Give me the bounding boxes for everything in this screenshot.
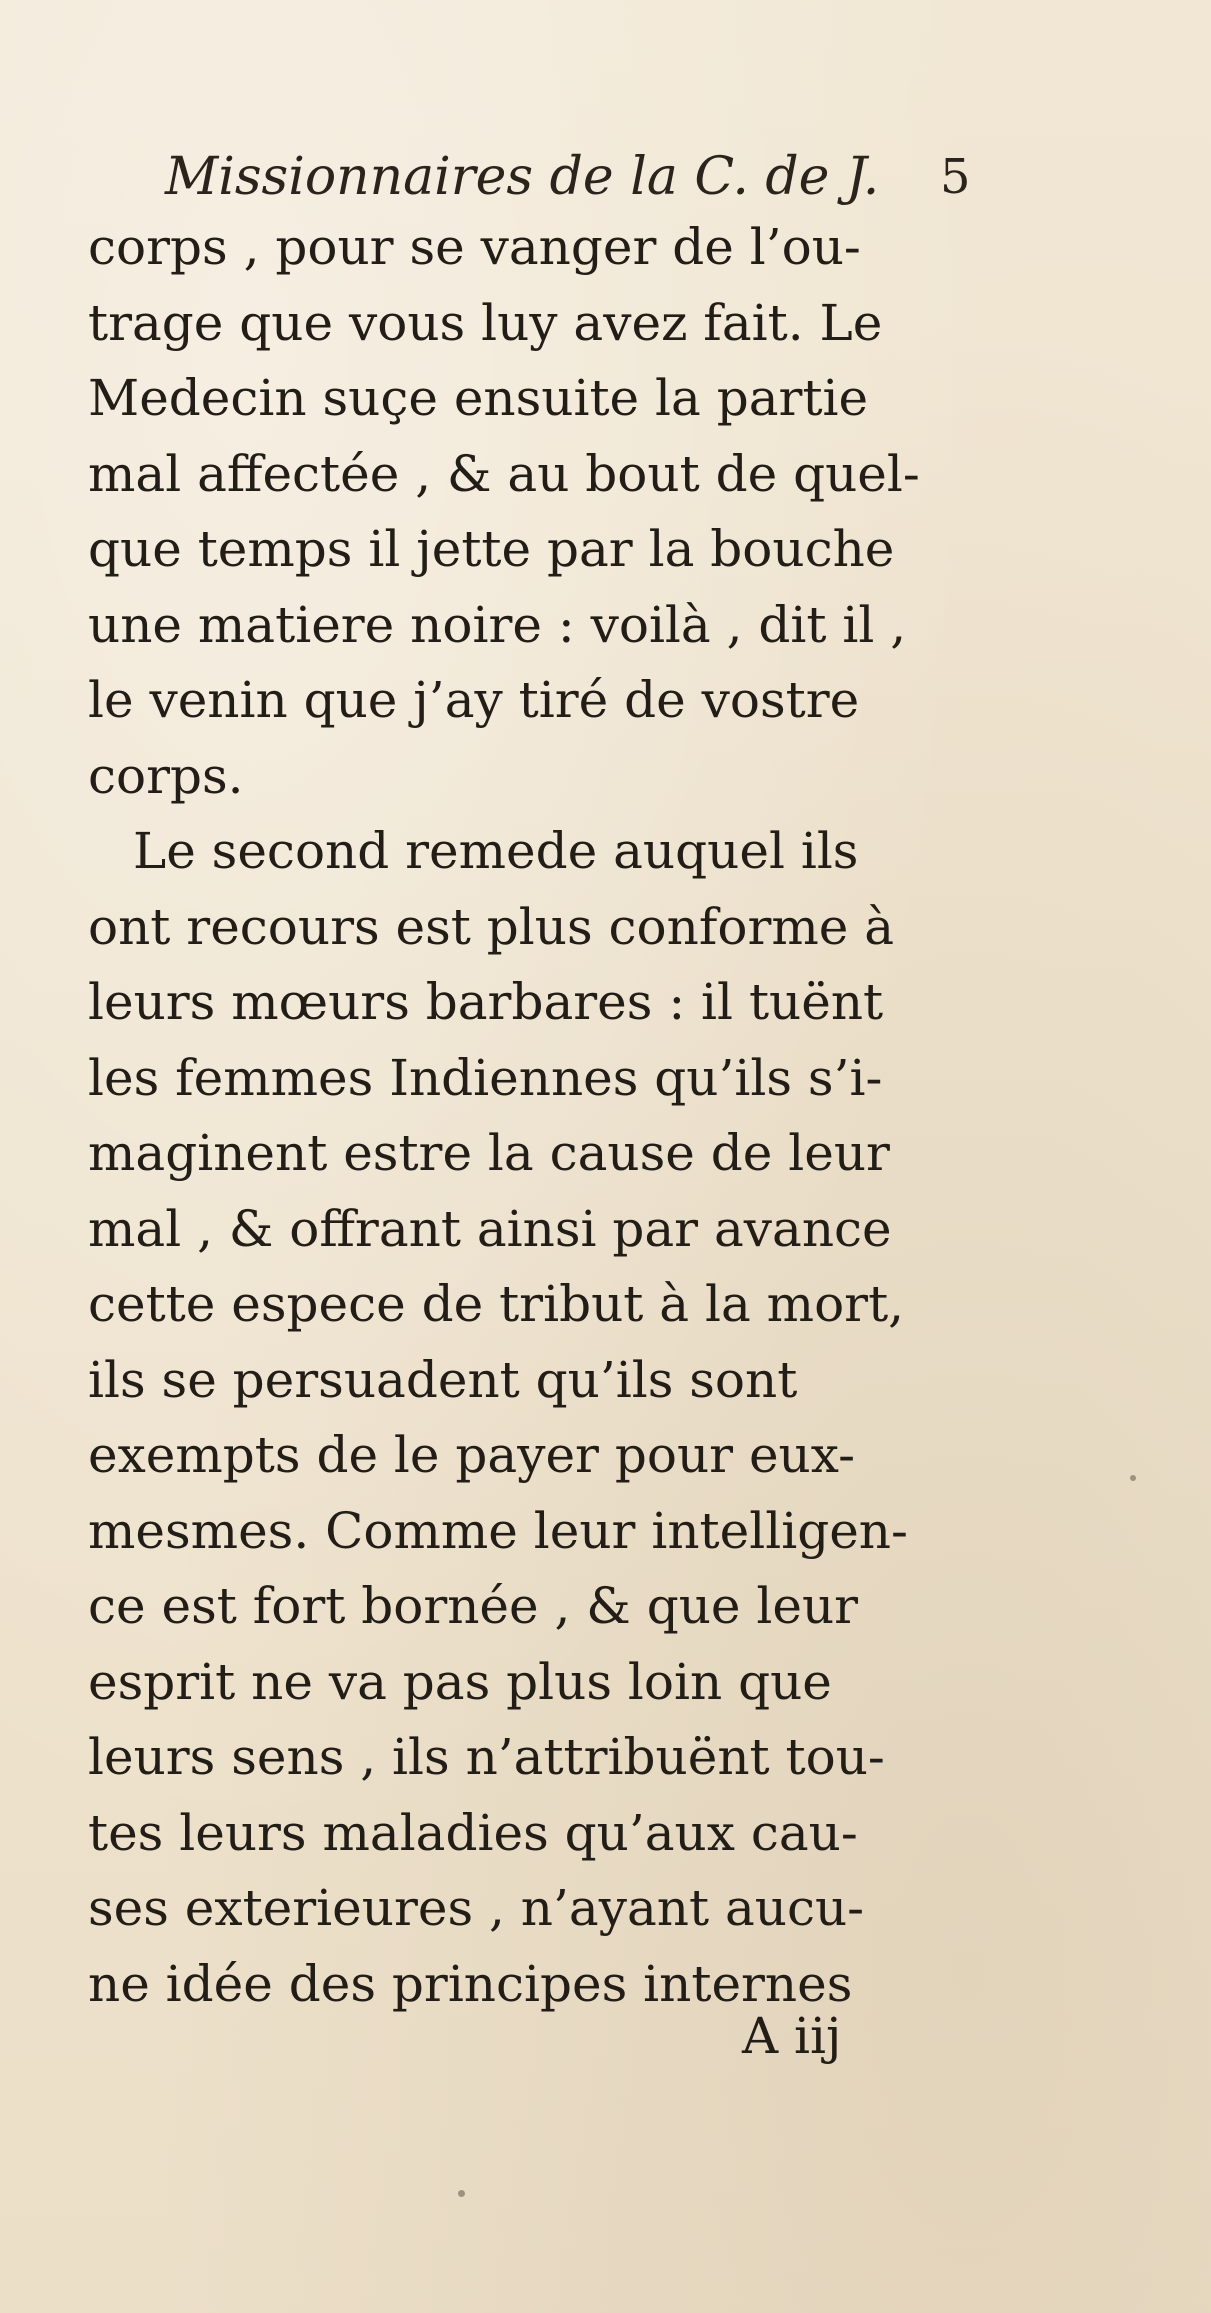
paper-speck [458, 2190, 465, 2197]
text-line: maginent estre la cause de leur [88, 1124, 890, 1182]
text-line: mal affectée , & au bout de quel- [88, 444, 920, 503]
paper-speck [1130, 1475, 1136, 1481]
text-line: ont recours est plus conforme à [88, 897, 895, 956]
text-line: corps , pour se vanger de l’ou- [88, 218, 861, 276]
page-number: 5 [940, 149, 971, 205]
text-line: les femmes Indiennes qu’ils s’i- [88, 1048, 883, 1107]
signature-mark: A iij [742, 2007, 842, 2065]
text-line: corps. [88, 746, 244, 805]
text-line: mesmes. Comme leur intelligen- [88, 1501, 908, 1560]
paragraph-start-line: Le second remede auquel ils [133, 822, 859, 880]
text-line: tes leurs maladies qu’aux cau- [88, 1803, 858, 1862]
text-line: cette espece de tribut à la mort, [88, 1275, 905, 1333]
text-line: une matiere noire : voilà , dit il , [88, 595, 907, 654]
text-line: leurs mœurs barbares : il tuënt [88, 973, 884, 1031]
text-line: exempts de le payer pour eux- [88, 1426, 855, 1484]
text-line: trage que vous luy avez fait. Le [88, 293, 883, 352]
running-title: Missionnaires de la C. de J. [165, 147, 880, 207]
text-line: esprit ne va pas plus loin que [88, 1652, 832, 1711]
text-line: que temps il jette par la bouche [88, 520, 895, 578]
text-line: ne idée des principes internes [88, 1954, 853, 2013]
text-line: mal , & offrant ainsi par avance [88, 1199, 892, 1258]
text-line: le venin que j’ay tiré de vostre [88, 671, 860, 729]
body-text [88, 210, 1048, 2022]
text-line: ils se persuadent qu’ils sont [88, 1350, 798, 1409]
text-line: ce est fort bornée , & que leur [88, 1577, 859, 1635]
text-line: ses exterieures , n’ayant aucu- [88, 1879, 865, 1937]
text-line: Medecin suçe ensuite la partie [88, 369, 869, 427]
text-line: leurs sens , ils n’attribuënt tou- [88, 1728, 885, 1786]
